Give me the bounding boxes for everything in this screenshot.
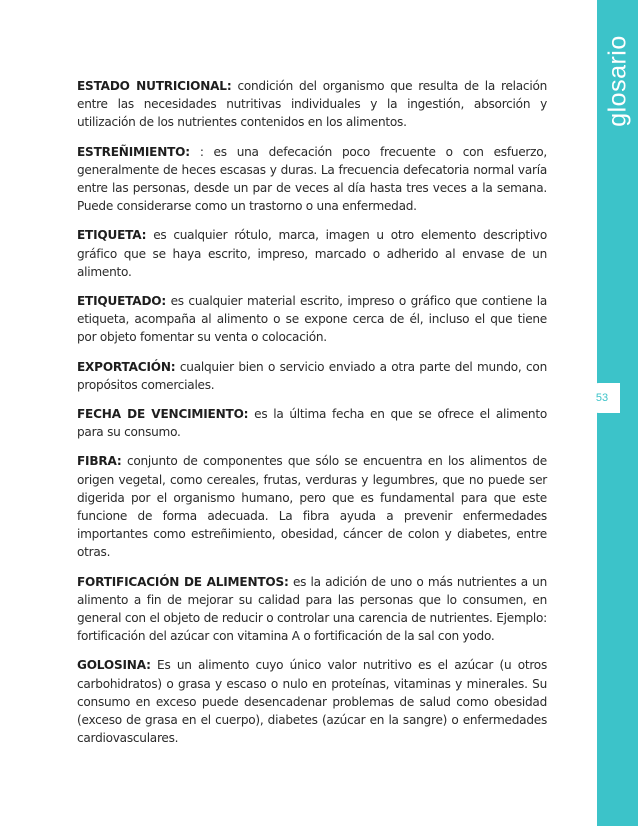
- glossary-term: FIBRA:: [77, 454, 122, 469]
- glossary-definition: Es un alimento cuyo único valor nutritivo es el azúcar (u otros carbohidratos) o grasa y escaso o nulo en proteínas, vitaminas y minerales. Su consumo en exceso puede desencadenar problemas de salud como obesidad (exceso de grasa en el cuerpo), diabetes (azúcar en la sangre) o enfermedades cardiovasculares.: [77, 658, 547, 746]
- glossary-entry: [77, 573, 547, 646]
- glossary-term: FORTIFICACIÓN DE ALIMENTOS:: [77, 574, 289, 589]
- glossary-entry: [77, 292, 547, 347]
- glossary-entry: [77, 452, 547, 561]
- glossary-definition: es cualquier material escrito, impreso o gráfico que contiene la etiqueta, acompaña al alimento o se expone cerca de él, incluso el que tiene por objeto fomentar su venta o colocación.: [77, 294, 547, 345]
- glossary-entry: [77, 358, 547, 394]
- glossary-term: ESTREÑIMIENTO:: [77, 144, 190, 159]
- glossary-definition: es la adición de uno o más nutrientes a un alimento a fin de mejorar su calidad para las personas que lo consumen, en general con el objeto de reducir o controlar una carencia de nutrientes. Ejemplo: fortificación del azúcar con vitamina A o fortificación de la sal con yodo.: [77, 574, 548, 644]
- glossary-entry: [77, 405, 547, 441]
- page-number-badge: 53: [584, 383, 620, 413]
- glossary-term: ESTADO NUTRICIONAL:: [77, 79, 232, 93]
- glossary-definition: es cualquier rótulo, marca, imagen u otro elemento descriptivo gráfico que se haya escrito, impreso, marcado o adherido al envase de un alimento.: [77, 228, 547, 279]
- glossary-term: GOLOSINA:: [77, 658, 151, 673]
- glossary-entry: [77, 656, 547, 747]
- glossary-content: [77, 77, 547, 759]
- glossary-definition: conjunto de componentes que sólo se encuentra en los alimentos de origen vegetal, como cereales, frutas, verduras y legumbres, que no puede ser digerida por el organismo humano, pero que es fundamental para que este funcione de forma adecuada. La fibra ayuda a prevenir enfermedades importantes como estreñimiento, obesidad, cáncer de colon y diabetes, entre otras.: [77, 454, 547, 560]
- glossary-term: FECHA DE VENCIMIENTO:: [77, 407, 249, 422]
- section-title-text: glosario: [603, 35, 631, 127]
- glossary-entry: [77, 226, 547, 281]
- section-title-vertical: [597, 6, 638, 156]
- glossary-definition: es la última fecha en que se ofrece el alimento para su consumo.: [77, 407, 547, 440]
- glossary-term: ETIQUETADO:: [77, 294, 166, 309]
- glossary-definition: cualquier bien o servicio enviado a otra parte del mundo, con propósitos comerciales.: [77, 359, 547, 392]
- glossary-term: EXPORTACIÓN:: [77, 359, 176, 374]
- glossary-term: ETIQUETA:: [77, 228, 147, 243]
- glossary-entry: [77, 143, 547, 216]
- glossary-definition: : es una defecación poco frecuente o con esfuerzo, generalmente de heces escasas y duras. La frecuencia defecatoria normal varía entre las personas, desde un par de veces al día hasta tres veces a la semana. Puede considerarse como un trastorno o una enfermedad.: [77, 144, 547, 214]
- glossary-definition: condición del organismo que resulta de la relación entre las necesidades nutritivas individuales y la ingestión, absorción y utilización de los nutrientes contenidos en los alimentos.: [77, 79, 548, 130]
- glossary-entry: [77, 77, 547, 132]
